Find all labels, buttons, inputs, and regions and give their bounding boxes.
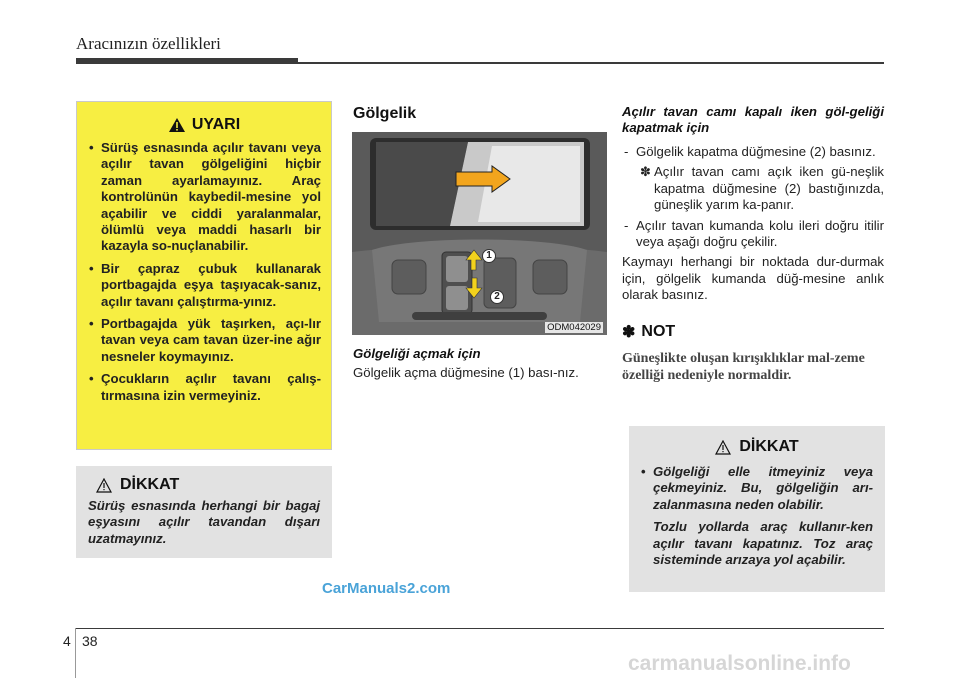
right-column	[622, 104, 884, 384]
caution-title: DİKKAT	[120, 476, 180, 493]
footer-rule	[76, 628, 884, 629]
section-title-shade: Gölgelik	[353, 105, 417, 122]
sunroof-illustration	[352, 132, 607, 335]
callout-2: 2	[490, 290, 504, 304]
callout-1: 1	[482, 249, 496, 263]
warning-item: • Bir çapraz çubuk kullanarak portbagajda eşya taşıyacak-sanız, açılır tavanı çalıştırma-yınız.	[87, 261, 321, 310]
warning-title: UYARI	[191, 116, 241, 133]
open-shade-heading: Gölgeliği açmak için	[353, 346, 481, 361]
step-item: - Gölgelik kapatma düğmesine (2) basınız.	[622, 144, 884, 160]
caution-heading	[641, 438, 873, 456]
watermark-link[interactable]: CarManuals2.com	[322, 580, 451, 597]
warning-item: • Çocukların açılır tavanı çalış-tırmasına izin vermeyiniz.	[87, 371, 321, 404]
header-rule-thick	[76, 58, 298, 64]
note-asterisk-icon: ✽	[622, 323, 636, 341]
footer-site-mark: carmanualsonline.info	[628, 652, 851, 675]
step-item: - Açılır tavan kumanda kolu ileri doğru itilir veya aşağı doğru çekilir.	[622, 218, 884, 251]
caution-box-right	[629, 426, 885, 592]
caution-item: Tozlu yollarda araç kullanır-ken açılır tavanı kapatınız. Toz araç sisteminde arızaya yol açabilir.	[653, 519, 873, 568]
caution-triangle-icon	[715, 440, 731, 455]
header-rule-thin	[298, 62, 884, 64]
close-shade-heading: Açılır tavan camı kapalı iken göl-geliği kapatmak için	[622, 104, 884, 135]
caution-triangle-icon	[96, 478, 112, 493]
note-text: Güneşlikte oluşan kırışıklıklar mal-zeme özelliği nedeniyle normaldir.	[622, 350, 865, 383]
step-note	[622, 164, 884, 213]
warning-triangle-icon	[168, 117, 186, 133]
warning-item: • Sürüş esnasında açılır tavanı veya açılır tavan gölgeliğini hiçbir zaman ayarlamayınız. Araç kontrolünün kaybedil-mesine yol açabilir ve ciddi yaralanmalar, ölümlü veya maddi hasarlı bir kazayla so-nuçlanabilir.	[87, 140, 321, 255]
warning-box	[76, 101, 332, 450]
caution-item: • Gölgeliği elle itmeyiniz veya çekmeyiniz. Bu, gölgeliğin arı-zalanmasına neden olabilir.	[641, 464, 873, 513]
note-heading	[622, 322, 884, 342]
caution-title: DİKKAT	[739, 438, 799, 455]
caution-heading	[88, 476, 320, 494]
warning-list	[87, 140, 321, 404]
stop-paragraph: Kaymayı herhangi bir noktada dur-durmak için, gölgelik kumanda düğ-mesine anlık olarak basınız.	[622, 254, 884, 303]
caution-box-left	[76, 466, 332, 558]
warning-item: • Portbagajda yük taşırken, açı-lır tavan veya cam tavan üzer-ine ağır nesneler koymayınız.	[87, 316, 321, 365]
page-number: 38	[82, 633, 98, 649]
chapter-number: 4	[63, 633, 71, 649]
step-note-text: Açılır tavan camı açık iken gü-neşlik kapatma düğmesine (2) bastığınızda, güneşlik yarım ka-panır.	[654, 164, 884, 213]
sunroof-shade-figure	[352, 132, 607, 335]
note-title: NOT	[641, 322, 676, 340]
note-asterisk-icon: ✽	[640, 164, 652, 180]
section-header-title: Aracınızın özellikleri	[76, 34, 221, 53]
caution-text: Sürüş esnasında herhangi bir bagaj eşyasını açılır tavandan dışarı uzatmayınız.	[88, 498, 320, 546]
open-shade-text: Gölgelik açma düğmesine (1) bası-nız.	[353, 365, 579, 380]
figure-code: ODM042029	[547, 322, 601, 333]
warning-heading	[87, 116, 321, 134]
footer-divider	[75, 628, 76, 678]
